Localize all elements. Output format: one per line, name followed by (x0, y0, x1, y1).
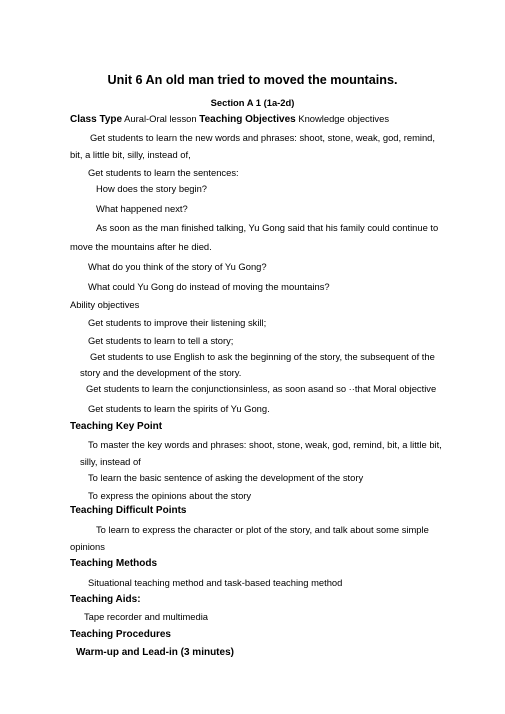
text-line: How does the story begin? (96, 183, 208, 194)
text-line: Get students to learn the new words and phrases: shoot, stone, weak, god, remind, (90, 132, 435, 143)
text-line: What do you think of the story of Yu Gong? (88, 261, 267, 272)
knowledge-objectives-label: Knowledge objectives (298, 113, 390, 124)
text-line: To learn to express the character or plot of the story, and talk about some simple (96, 524, 429, 535)
text-line: bit, a little bit, silly, instead of, (70, 149, 191, 160)
text-line: Get students to learn the sentences: (88, 167, 239, 178)
text-line: move the mountains after he died. (70, 241, 212, 252)
text-line: Ability objectives (70, 299, 140, 310)
text-line: Tape recorder and multimedia (84, 611, 209, 622)
teaching-objectives-label: Teaching Objectives (199, 114, 296, 125)
text-line: Get students to learn to tell a story; (88, 335, 234, 346)
class-type-label: Class Type (70, 114, 123, 125)
text-line: As soon as the man finished talking, Yu Gong said that his family could continue to (96, 222, 439, 233)
text-line: opinions (70, 541, 105, 552)
text-line: Get students to use English to ask the beginning of the story, the subsequent of the (90, 351, 435, 362)
document-title: Unit 6 An old man tried to moved the mountains. (107, 73, 398, 87)
text-line: Get students to learn the conjunctionsinless, as soon asand so ··that Moral objective (86, 383, 437, 394)
text-line: Get students to learn the spirits of Yu Gong. (88, 403, 270, 414)
heading-warmup: Warm-up and Lead-in (3 minutes) (76, 647, 234, 658)
text-line: To express the opinions about the story (88, 490, 252, 501)
heading-key-point: Teaching Key Point (70, 421, 163, 432)
heading-aids: Teaching Aids: (70, 594, 141, 605)
class-type-value: Aural-Oral lesson (124, 113, 197, 124)
heading-difficult-points: Teaching Difficult Points (70, 505, 187, 516)
text-line: What happened next? (96, 203, 188, 214)
text-line: silly, instead of (80, 456, 141, 467)
section-heading: Section A 1 (1a-2d) (210, 97, 295, 108)
heading-methods: Teaching Methods (70, 558, 158, 569)
text-line: To master the key words and phrases: shoot, stone, weak, god, remind, bit, a little bit, (88, 439, 442, 450)
text-line: story and the development of the story. (80, 367, 242, 378)
text-line: To learn the basic sentence of asking the development of the story (88, 472, 364, 483)
text-line: What could Yu Gong do instead of moving the mountains? (88, 281, 330, 292)
heading-procedures: Teaching Procedures (70, 629, 171, 640)
class-type-line (70, 113, 389, 126)
text-line: Get students to improve their listening skill; (88, 317, 267, 328)
text-line: Situational teaching method and task-based teaching method (88, 577, 343, 588)
